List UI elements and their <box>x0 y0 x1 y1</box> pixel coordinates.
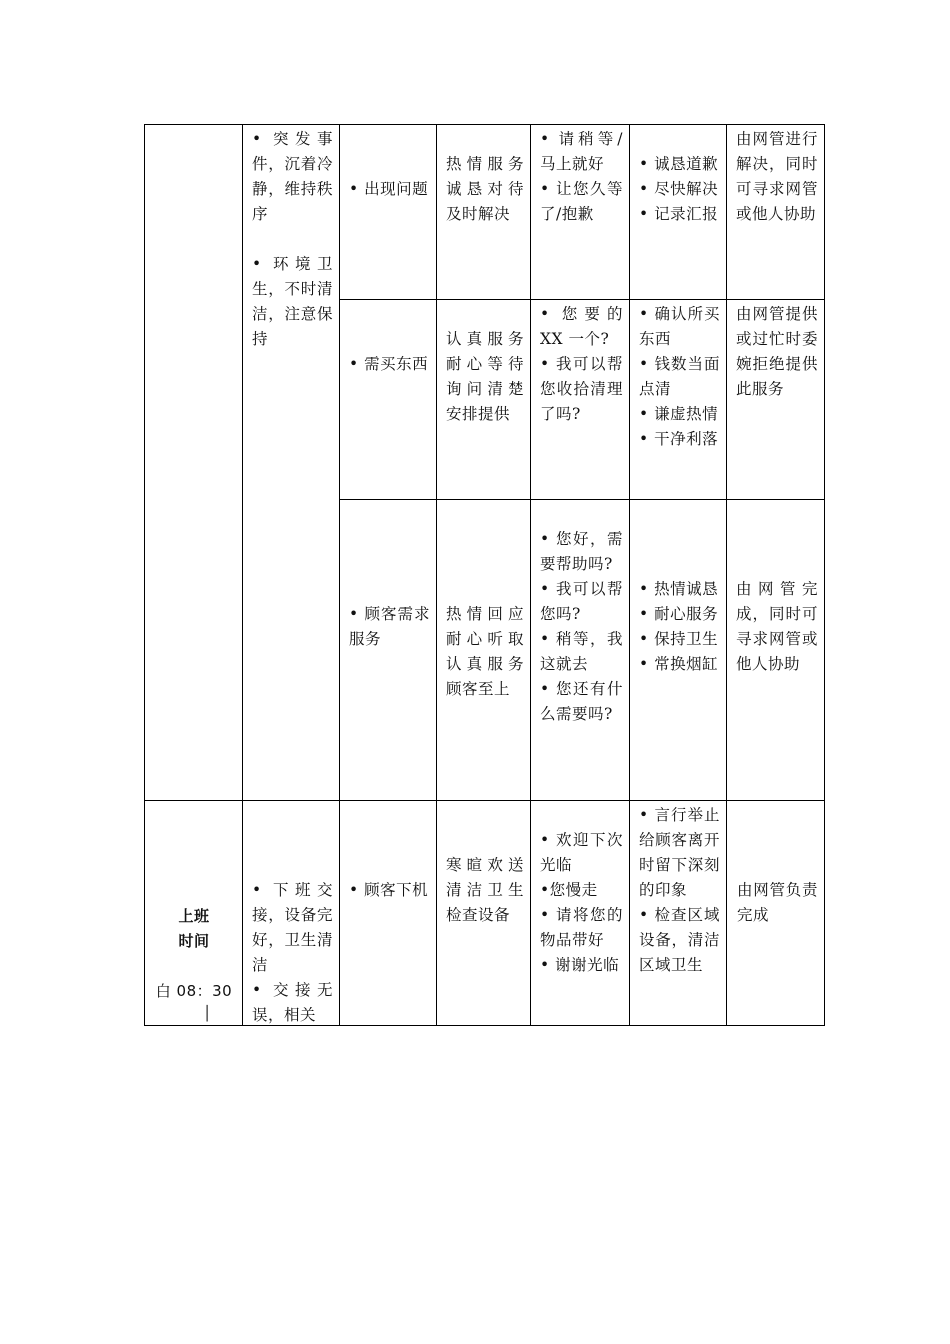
situation-text: • 需买东西 <box>349 355 429 373</box>
row4-standard <box>436 800 531 1026</box>
row3-requirements <box>629 499 727 801</box>
row4-requirements <box>629 800 727 1026</box>
phrase-item: • 谢谢光临 <box>540 956 620 974</box>
row1-situation <box>339 124 437 300</box>
note-text: 由网管完成，同时可寻求网管或他人协助 <box>736 580 818 673</box>
shift-title <box>145 904 243 954</box>
requirement-item: • 耐心服务 <box>639 605 719 623</box>
row4-phrases <box>530 800 630 1026</box>
phrase-item: •您慢走 <box>540 881 598 899</box>
row1-note <box>726 124 825 300</box>
requirement-item: • 言行举止给顾客离开时留下深刻的印象 <box>639 806 720 899</box>
standard-text: 认真服务耐心等待询问清楚安排提供 <box>446 330 524 423</box>
duty-emergency: • 突发事件，沉着冷静，维持秩序 <box>252 130 333 223</box>
requirement-item: • 诚恳道歉 <box>639 155 719 173</box>
row2-standard <box>436 299 531 500</box>
phrase-item: • 欢迎下次光临 <box>540 831 623 874</box>
col-b-bottom-cell <box>242 800 340 1026</box>
requirement-item: • 常换烟缸 <box>639 655 719 673</box>
requirement-item: • 检查区域设备，清洁区域卫生 <box>639 906 720 974</box>
col-a-top-cell <box>144 124 243 801</box>
row3-standard <box>436 499 531 801</box>
standard-text: 热情回应耐心听取认真服务顾客至上 <box>446 605 524 698</box>
phrase-item: • 您还有什么需要吗? <box>540 680 623 723</box>
situation-text: • 顾客需求服务 <box>349 605 430 648</box>
standard-text: 寒暄欢送清洁卫生检查设备 <box>446 856 524 924</box>
row2-note <box>726 299 825 500</box>
phrase-item: • 我可以帮您吗? <box>540 580 623 623</box>
note-text: 由网管进行解决，同时可寻求网管或他人协助 <box>736 130 818 223</box>
shift-time-cont: │ <box>203 1006 212 1022</box>
row3-situation <box>339 499 437 801</box>
shift-time: 白 08：30 <box>155 982 233 1000</box>
requirement-item: • 保持卫生 <box>639 630 719 648</box>
row1-standard <box>436 124 531 300</box>
row2-requirements <box>629 299 727 500</box>
standard-text: 热情服务诚恳对待及时解决 <box>446 155 524 223</box>
row4-note <box>726 800 825 1026</box>
phrase-item: • 您好，需要帮助吗? <box>540 530 623 573</box>
duty-hygiene: • 环境卫生，不时清洁，注意保持 <box>252 255 333 348</box>
duty-handover-check: • 交接无误，相关 <box>252 981 333 1024</box>
phrase-item: • 请将您的物品带好 <box>540 906 623 949</box>
requirement-item: • 谦虚热情 <box>639 405 719 423</box>
row2-situation <box>339 299 437 500</box>
table-bottom-border <box>144 1025 825 1026</box>
row1-phrases <box>530 124 630 300</box>
col-a-bottom-cell <box>144 800 243 1026</box>
phrase-item: • 让您久等了/抱歉 <box>540 180 623 223</box>
row4-situation <box>339 800 437 1026</box>
situation-text: • 出现问题 <box>349 180 429 198</box>
row2-phrases <box>530 299 630 500</box>
situation-text: • 顾客下机 <box>349 881 429 899</box>
requirement-item: • 干净利落 <box>639 430 719 448</box>
shift-title-line2: 时间 <box>178 932 210 950</box>
duty-handover: • 下班交接，设备完好，卫生清洁 <box>252 881 333 974</box>
note-text: 由网管负责完成 <box>737 881 818 924</box>
row3-note <box>726 499 825 801</box>
requirement-item: • 钱数当面点清 <box>639 355 720 398</box>
requirement-item: • 热情诚恳 <box>639 580 719 598</box>
phrase-item: • 您要的 XX 一个? <box>540 305 623 348</box>
requirement-item: • 记录汇报 <box>639 205 719 223</box>
shift-title-line1: 上班 <box>178 907 210 925</box>
row1-requirements <box>629 124 727 300</box>
row3-phrases <box>530 499 630 801</box>
table-right-border <box>824 124 825 1026</box>
requirement-item: • 确认所买东西 <box>639 305 720 348</box>
requirement-item: • 尽快解决 <box>639 180 719 198</box>
phrase-item: • 稍等，我这就去 <box>540 630 623 673</box>
phrase-item: • 我可以帮您收拾清理了吗? <box>540 355 623 423</box>
phrase-item: • 请稍等/马上就好 <box>540 130 623 173</box>
col-b-top-cell <box>242 124 340 801</box>
note-text: 由网管提供或过忙时委婉拒绝提供此服务 <box>736 305 818 398</box>
